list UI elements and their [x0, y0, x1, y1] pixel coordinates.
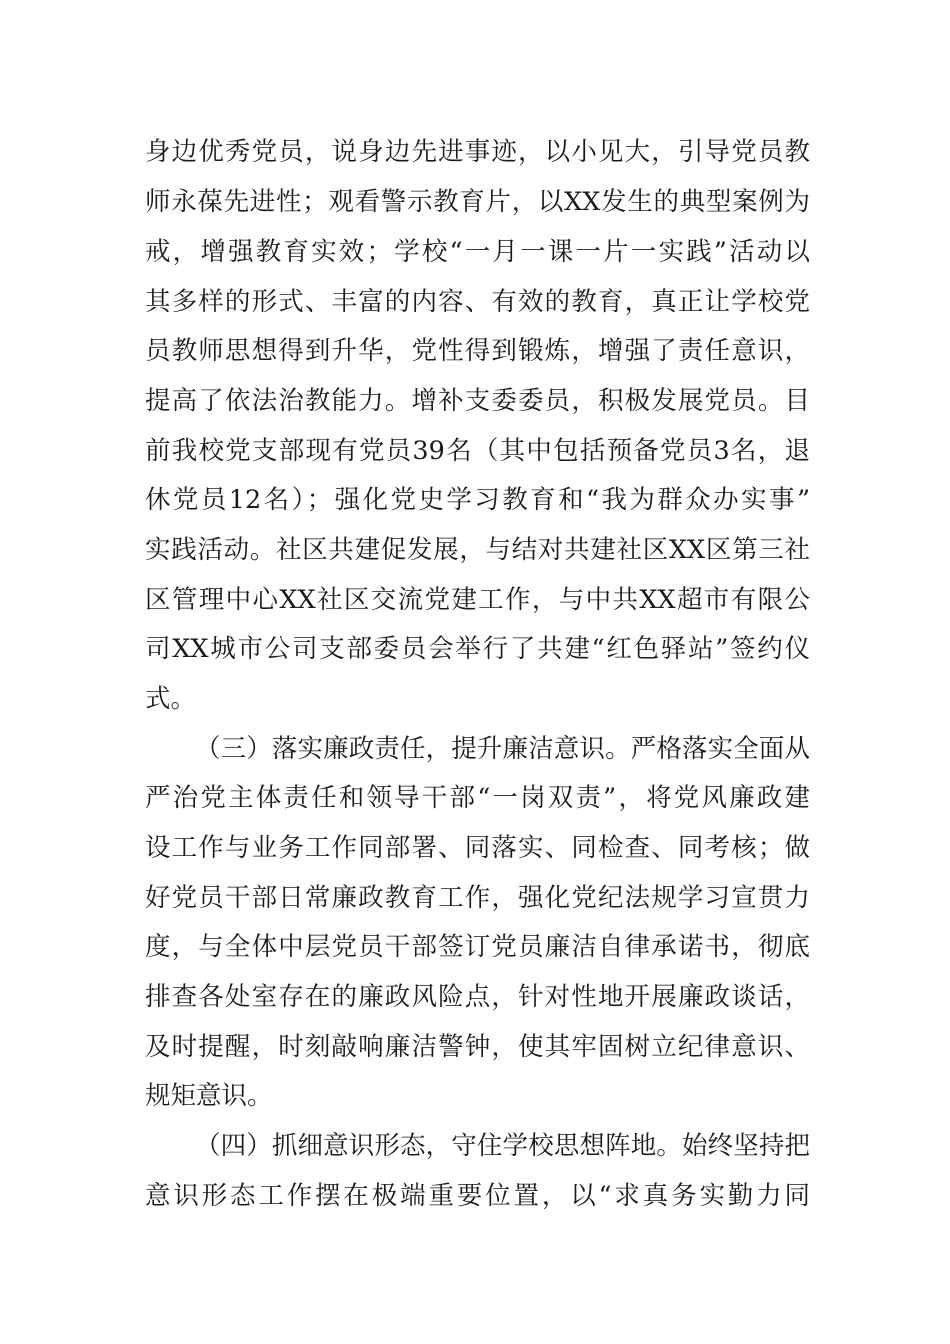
text-line: 区管理中心XX社区交流党建工作，与中共XX超市有限公	[145, 585, 810, 615]
text-line: 前我校党支部现有党员39名（其中包括预备党员3名，退	[145, 436, 810, 466]
text-line: 式。	[145, 684, 197, 714]
text-line: 师永葆先进性；观看警示教育片，以XX发生的典型案例为	[145, 187, 810, 217]
text-line: 其多样的形式、丰富的内容、有效的教育，真正让学校党	[145, 287, 810, 317]
text-line: （四）抓细意识形态，守住学校思想阵地。始终坚持把	[195, 1131, 810, 1161]
text-line: 好党员干部日常廉政教育工作，强化党纪法规学习宣贯力	[145, 883, 810, 913]
text-line: 戒，增强教育实效；学校“一月一课一片一实践”活动以	[145, 237, 810, 267]
text-line: 员教师思想得到升华，党性得到锻炼，增强了责任意识，	[145, 336, 810, 366]
text-line: 意识形态工作摆在极端重要位置，以“求真务实勤力同	[145, 1181, 810, 1211]
text-line: 排查各处室存在的廉政风险点，针对性地开展廉政谈话，	[145, 982, 810, 1012]
text-line: 休党员12名）；强化党史学习教育和“我为群众办实事”	[145, 485, 810, 515]
text-line: 身边优秀党员，说身边先进事迹，以小见大，引导党员教	[145, 137, 810, 167]
text-line: （三）落实廉政责任，提升廉洁意识。严格落实全面从	[195, 734, 810, 764]
text-line: 及时提醒，时刻敲响廉洁警钟，使其牢固树立纪律意识、	[145, 1032, 810, 1062]
text-line: 实践活动。社区共建促发展，与结对共建社区XX区第三社	[145, 535, 810, 565]
text-line: 度，与全体中层党员干部签订党员廉洁自律承诺书，彻底	[145, 932, 810, 962]
text-line: 严治党主体责任和领导干部“一岗双责”，将党风廉政建	[145, 783, 810, 813]
text-line: 提高了依法治教能力。增补支委委员，积极发展党员。目	[145, 386, 810, 416]
text-line: 设工作与业务工作同部署、同落实、同检查、同考核；做	[145, 833, 810, 863]
text-line: 规矩意识。	[145, 1081, 273, 1111]
text-line: 司XX城市公司支部委员会举行了共建“红色驿站”签约仪	[145, 634, 810, 664]
